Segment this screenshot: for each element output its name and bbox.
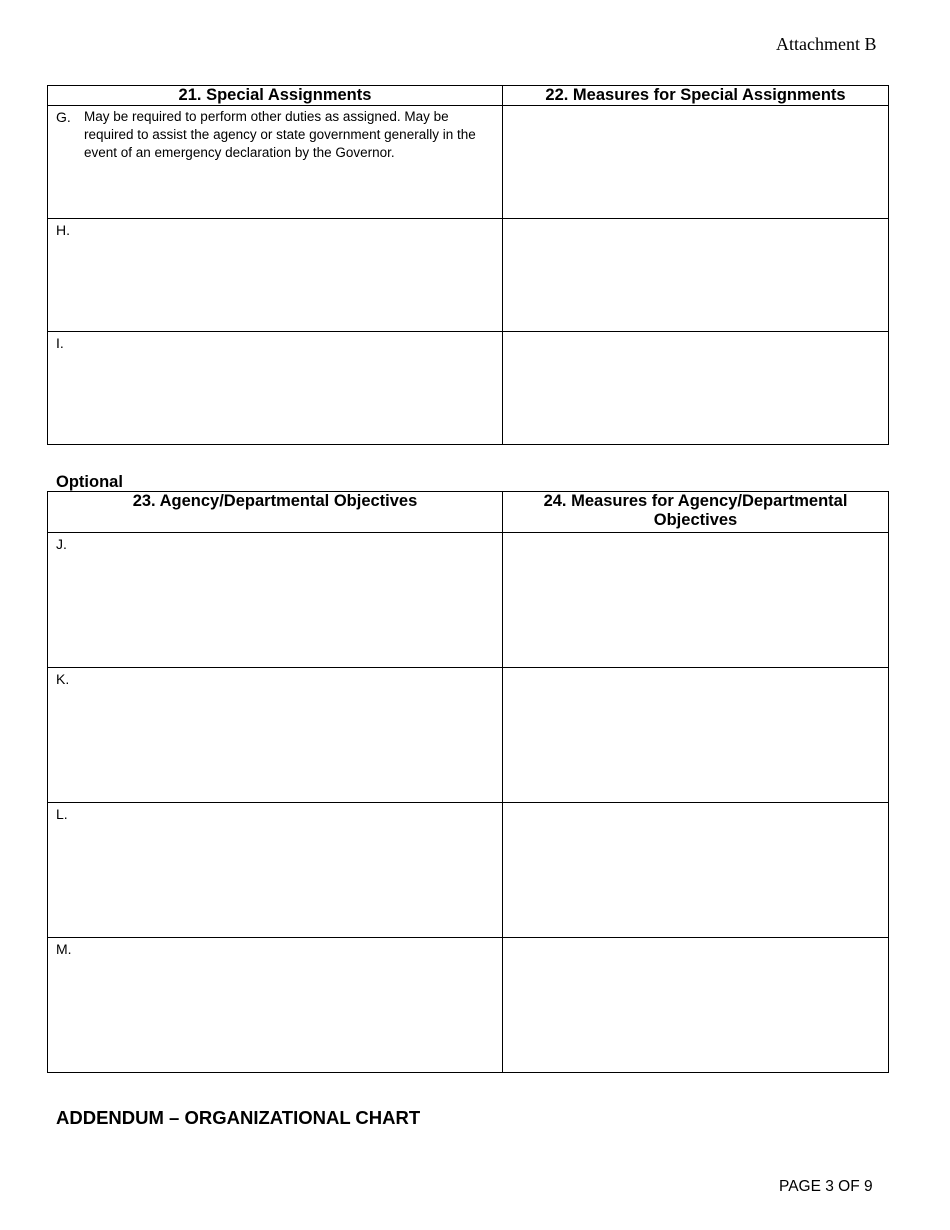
row-letter: H.: [56, 222, 70, 238]
assignment-text: May be required to perform other duties as assigned. May be required to assist the agency or state government generally in the event of an emergency declaration by the Governor.: [84, 109, 476, 160]
measure-cell-g[interactable]: [503, 106, 889, 219]
objective-measure-cell-l[interactable]: [503, 803, 889, 938]
table-header-row: [48, 86, 889, 106]
row-letter: K.: [56, 671, 70, 687]
addendum-title: ADDENDUM – ORGANIZATIONAL CHART: [56, 1107, 421, 1128]
assignment-cell-h[interactable]: [48, 219, 503, 332]
table-row: [48, 668, 889, 803]
measure-cell-i[interactable]: [503, 332, 889, 445]
objective-measure-cell-k[interactable]: [503, 668, 889, 803]
attachment-label: Attachment B: [776, 34, 877, 54]
objective-measure-cell-m[interactable]: [503, 938, 889, 1073]
objective-cell-l[interactable]: [48, 803, 503, 938]
table-row: [48, 106, 889, 219]
agency-objectives-header: 23. Agency/Departmental Objectives: [48, 492, 503, 533]
special-assignments-measures-header: 22. Measures for Special Assignments: [503, 86, 889, 106]
table-row: [48, 219, 889, 332]
table-row: [48, 803, 889, 938]
special-assignments-table: [47, 85, 889, 445]
assignment-cell-g[interactable]: [48, 106, 503, 219]
table-row: [48, 533, 889, 668]
row-letter: J.: [56, 536, 67, 552]
row-letter: L.: [56, 806, 68, 822]
optional-label: Optional: [56, 473, 123, 491]
objective-cell-j[interactable]: [48, 533, 503, 668]
page-number: PAGE 3 OF 9: [779, 1178, 873, 1195]
objective-cell-k[interactable]: [48, 668, 503, 803]
table-row: [48, 938, 889, 1073]
objective-cell-m[interactable]: [48, 938, 503, 1073]
measure-cell-h[interactable]: [503, 219, 889, 332]
table-row: [48, 332, 889, 445]
objective-measure-cell-j[interactable]: [503, 533, 889, 668]
row-letter: G.: [56, 109, 71, 125]
agency-objectives-table: [47, 491, 889, 1073]
special-assignments-header: 21. Special Assignments: [48, 86, 503, 106]
row-letter: M.: [56, 941, 72, 957]
assignment-cell-i[interactable]: [48, 332, 503, 445]
table-header-row: [48, 492, 889, 533]
agency-objectives-measures-header: 24. Measures for Agency/Departmental Objectives: [503, 492, 889, 533]
row-letter: I.: [56, 335, 64, 351]
